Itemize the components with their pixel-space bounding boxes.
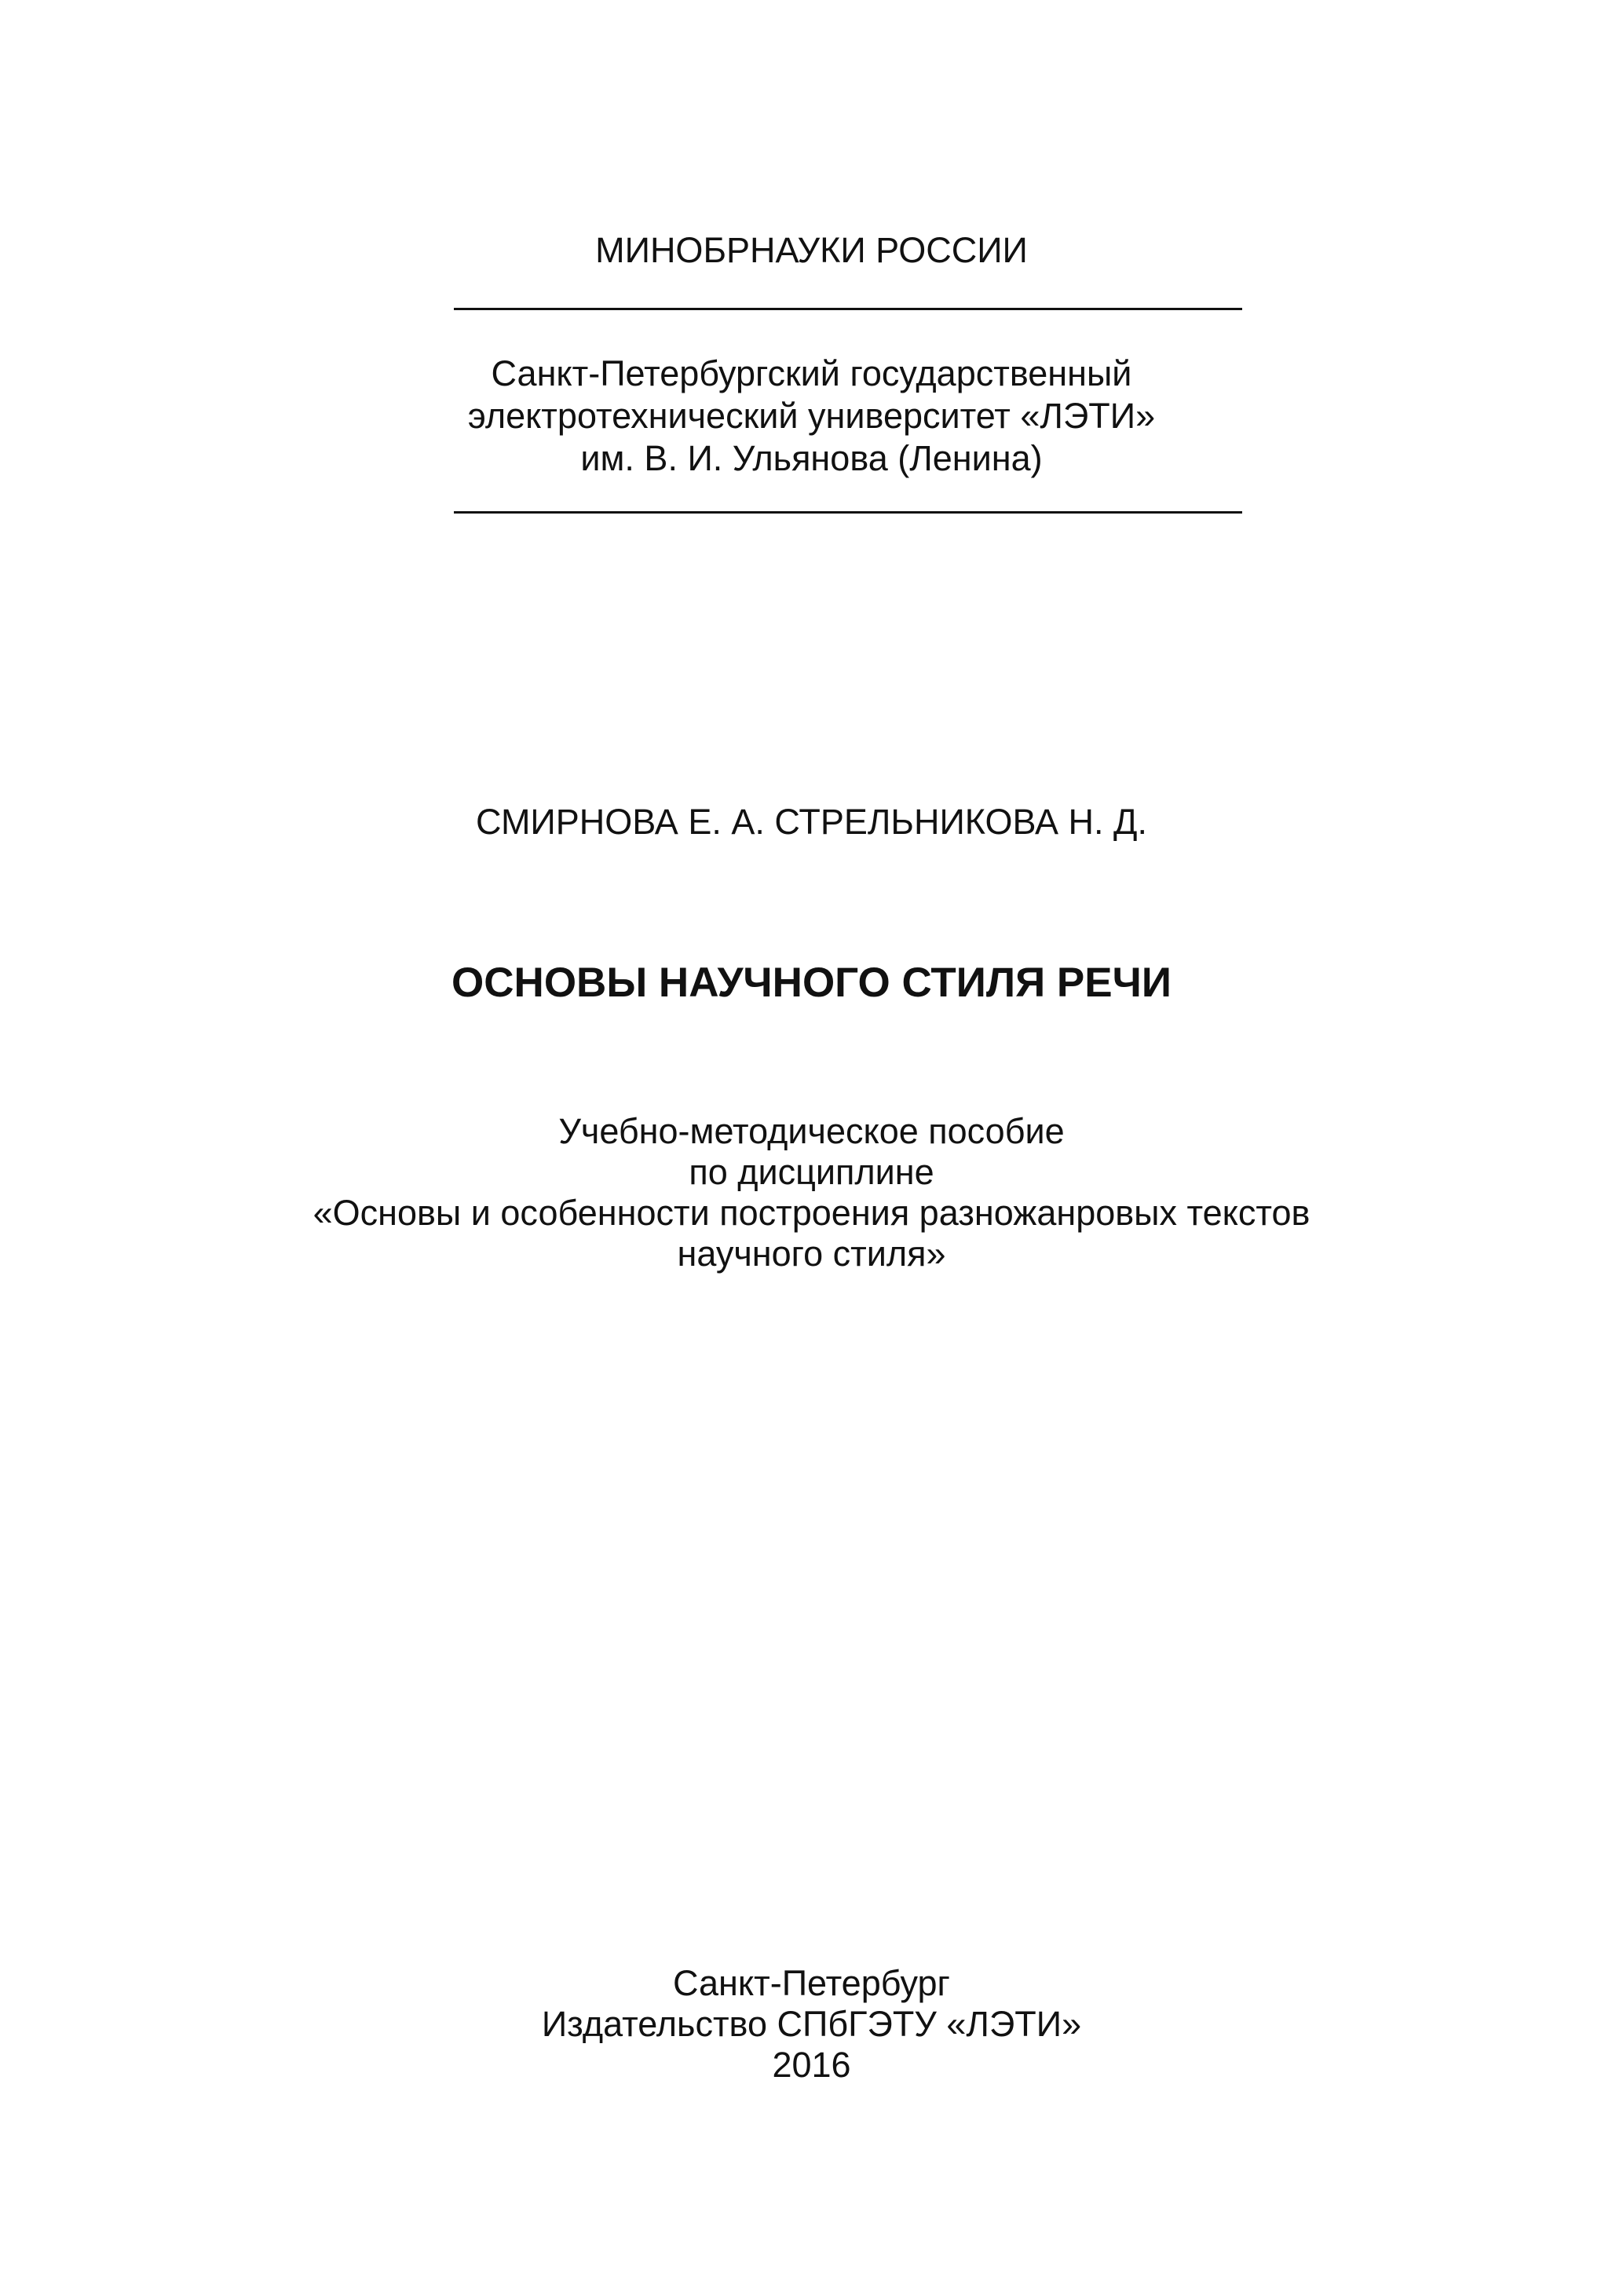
subtitle-line-3: «Основы и особенности построения разножанровых текстов xyxy=(313,1193,1310,1233)
ministry-heading: МИНОБРНАУКИ РОССИИ xyxy=(595,230,1028,270)
top-divider xyxy=(454,308,1242,310)
book-title: ОСНОВЫ НАУЧНОГО СТИЛЯ РЕЧИ xyxy=(451,960,1172,1006)
authors: СМИРНОВА Е. А. СТРЕЛЬНИКОВА Н. Д. xyxy=(475,802,1148,842)
university-name-line-2: электротехнический университет «ЛЭТИ» xyxy=(467,396,1156,436)
subtitle-line-4: научного стиля» xyxy=(677,1234,946,1274)
imprint-year: 2016 xyxy=(772,2045,851,2085)
subtitle-line-2: по дисциплине xyxy=(689,1152,934,1192)
bottom-divider xyxy=(454,511,1242,514)
subtitle-line-1: Учебно-методическое пособие xyxy=(558,1111,1065,1151)
imprint-publisher: Издательство СПбГЭТУ «ЛЭТИ» xyxy=(541,2004,1082,2044)
university-name-line-3: им. В. И. Ульянова (Ленина) xyxy=(580,438,1043,478)
university-name-line-1: Санкт-Петербургский государственный xyxy=(491,353,1132,393)
imprint-city: Санкт-Петербург xyxy=(673,1963,950,2003)
